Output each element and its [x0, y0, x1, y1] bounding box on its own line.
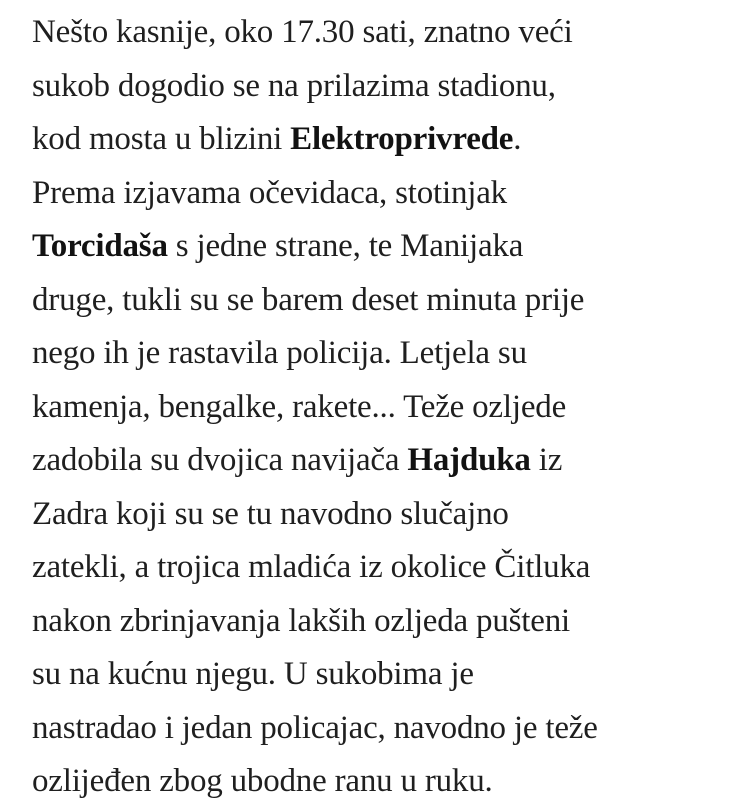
- text-line: druge, tukli su se barem deset minuta prije: [32, 281, 585, 318]
- text-line: ozlijeđen zbog ubodne ranu u ruku.: [32, 763, 493, 799]
- text-segment: s jedne strane, te Manijaka: [167, 228, 524, 264]
- text-line: Prema izjavama očevidaca, stotinjak: [32, 174, 507, 211]
- text-line: sukob dogodio se na prilazima stadionu,: [32, 67, 556, 104]
- bold-term-torcidasa: Torcidaša: [32, 228, 168, 264]
- text-line: Zadra koji su se tu navodno slučajno: [32, 495, 509, 532]
- bold-term-hajduka: Hajduka: [407, 442, 531, 478]
- text-line: kamenja, bengalke, rakete... Teže ozljede: [32, 388, 567, 425]
- text-line: nego ih je rastavila policija. Letjela su: [32, 335, 527, 371]
- text-segment: .: [513, 121, 522, 157]
- text-line: [32, 220, 732, 274]
- text-line: nastradao i jedan policajac, navodno je teže: [32, 709, 598, 746]
- text-segment: kod mosta u blizini: [32, 121, 291, 157]
- text-line: nakon zbrinjavanja lakših ozljeda pušteni: [32, 602, 570, 639]
- text-line: [32, 434, 732, 488]
- text-line: su na kućnu njegu. U sukobima je: [32, 656, 474, 692]
- text-segment: iz: [530, 442, 563, 478]
- text-segment: zadobila su dvojica navijača: [32, 442, 408, 478]
- text-line: Nešto kasnije, oko 17.30 sati, znatno veći: [32, 14, 573, 50]
- text-line: [32, 113, 732, 167]
- text-line: zatekli, a trojica mladića iz okolice Čitluka: [32, 549, 591, 585]
- bold-term-elektroprivrede: Elektroprivrede: [290, 121, 514, 157]
- article-paragraph: [32, 6, 732, 809]
